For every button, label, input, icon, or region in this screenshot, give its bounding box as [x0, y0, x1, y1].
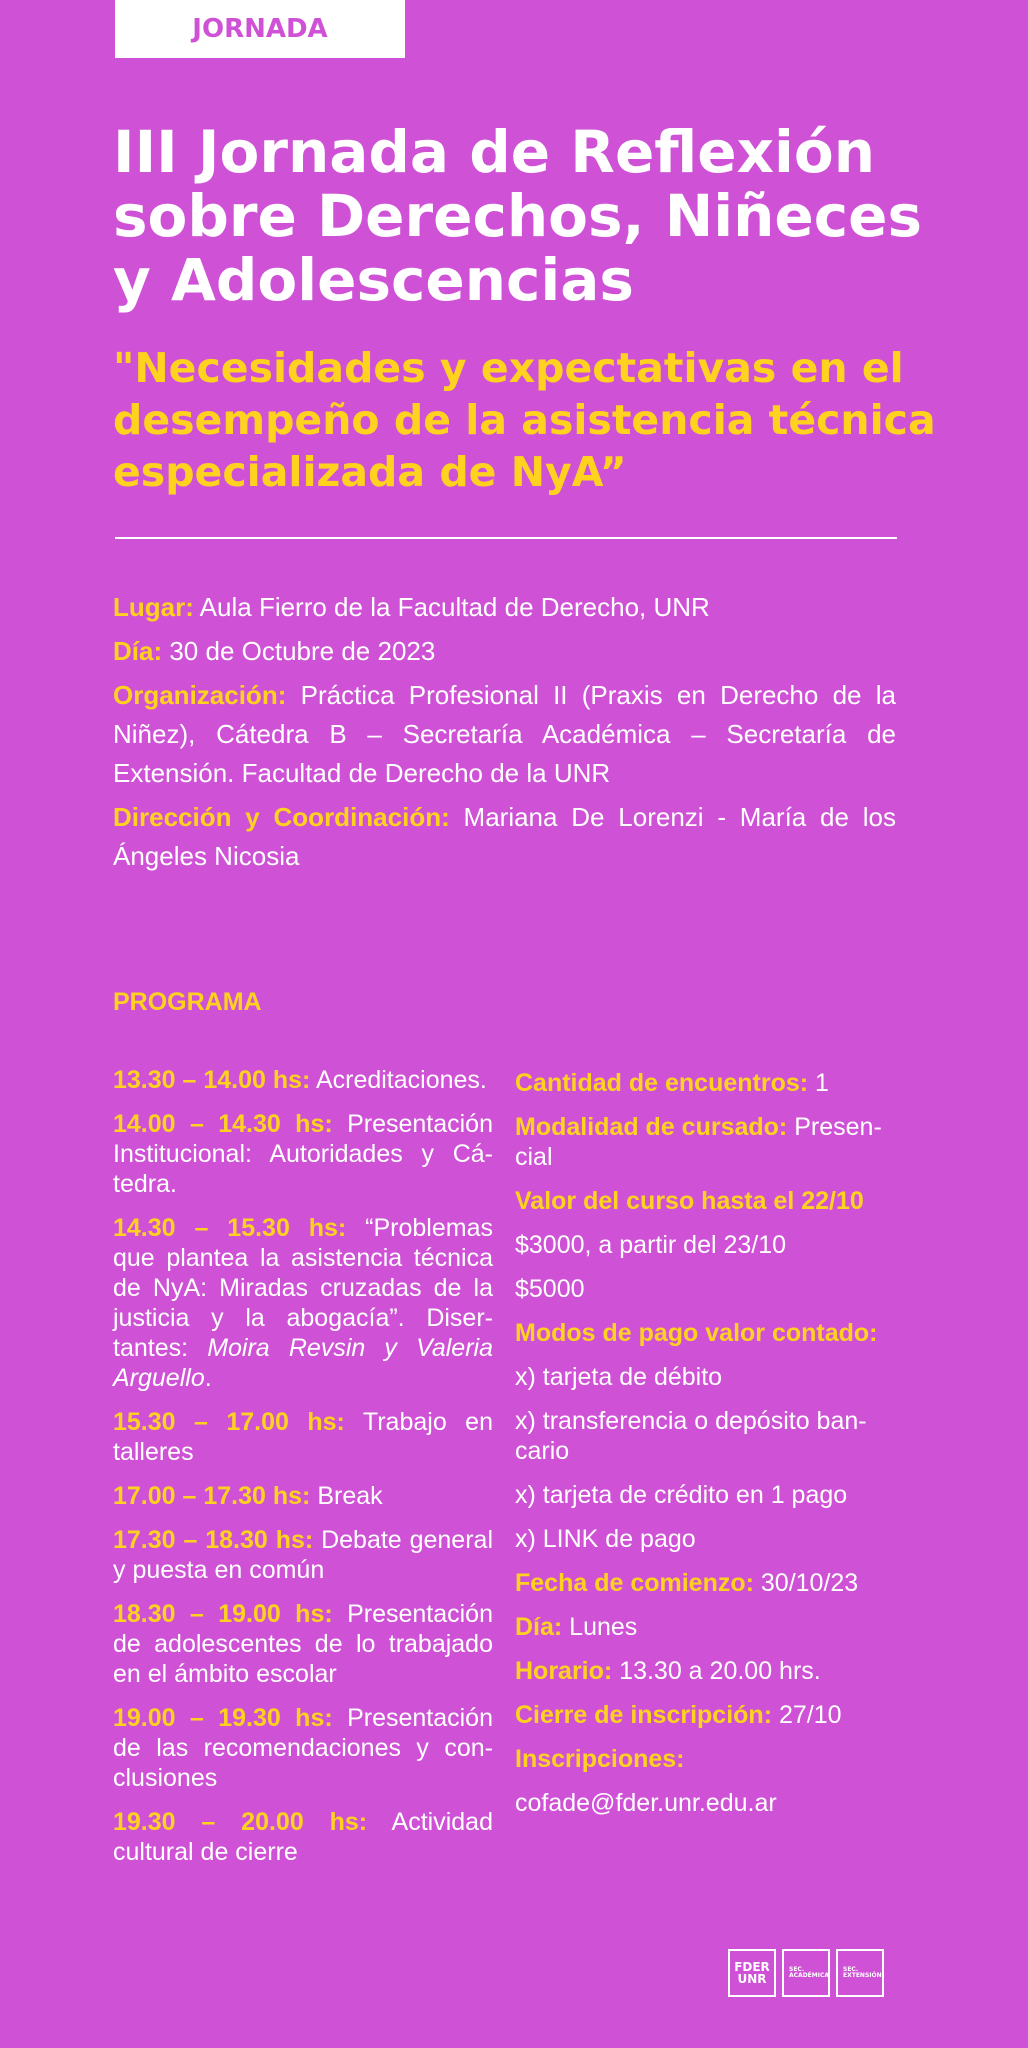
- programa-heading: PROGRAMA: [113, 988, 262, 1016]
- divider: [115, 537, 897, 539]
- program-item: [113, 1407, 493, 1467]
- info-lugar-value: Aula Fierro de la Facultad de Derecho, UNR: [193, 592, 710, 622]
- program-item: [113, 1109, 493, 1199]
- detail-label: Día:: [515, 1613, 563, 1641]
- info-dia-value: 30 de Octubre de 2023: [162, 636, 436, 666]
- page-subtitle: "Necesidades y expectativas en el desempeño de la asistencia técnica especializada de NyA”: [113, 344, 936, 496]
- program-time: 19.00 – 19.30 hs:: [113, 1704, 333, 1732]
- info-lugar-label: Lugar:: [113, 592, 194, 622]
- detail-label: Modalidad de cursado:: [515, 1113, 788, 1141]
- detail-label: Horario:: [515, 1657, 613, 1685]
- info-organizacion: [113, 676, 896, 793]
- program-item: [113, 1599, 493, 1689]
- info-dir-value: Mariana De Lorenzi - María de los Ángeles Nicosia: [113, 802, 896, 871]
- detail-dia: [515, 1612, 900, 1642]
- detail-valor-2: $5000: [515, 1275, 585, 1303]
- detail-pago-1: x) tarjeta de débito: [515, 1363, 723, 1391]
- detail-modalidad: [515, 1112, 900, 1172]
- detail-pago-2: x) transferencia o depósito bancario: [515, 1407, 867, 1465]
- detail-label: Fecha de comienzo:: [515, 1569, 754, 1597]
- course-details: [515, 1068, 900, 1832]
- logo-text: FDER: [734, 1960, 770, 1974]
- program-text: Debate general y puesta en común: [113, 1526, 493, 1584]
- detail-valor-label: [515, 1186, 900, 1216]
- logo-text: UNR: [737, 1972, 767, 1986]
- program-time: 15.30 – 17.00 hs:: [113, 1408, 345, 1436]
- detail-cantidad: [515, 1068, 900, 1098]
- info-dia-label: Día:: [113, 636, 163, 666]
- institution-logos: [728, 1949, 884, 1997]
- detail-value: 13.30 a 20.00 hrs.: [612, 1657, 821, 1685]
- info-direccion: [113, 798, 896, 876]
- detail-label: Valor del curso hasta el 22/10: [515, 1187, 864, 1215]
- program-item: [113, 1703, 493, 1793]
- contact-email[interactable]: cofade@fder.unr.edu.ar: [515, 1789, 777, 1817]
- category-tag: JORNADA: [115, 0, 405, 58]
- program-item: [113, 1065, 493, 1095]
- event-info: [113, 588, 896, 881]
- detail-horario: [515, 1656, 900, 1686]
- detail-label: Inscripciones:: [515, 1745, 685, 1773]
- program-speakers: Moira Revsin y Valeria Arguello: [113, 1334, 493, 1392]
- detail-value: Presencial: [515, 1113, 882, 1171]
- program-text-end: .: [204, 1364, 212, 1392]
- logo-text: ACADÉMICA: [789, 1972, 830, 1979]
- program-item: [113, 1807, 493, 1867]
- detail-pago-3: x) tarjeta de crédito en 1 pago: [515, 1481, 848, 1509]
- program-text: Trabajo en talleres: [113, 1408, 493, 1466]
- info-dir-label: Dirección y Coordinación:: [113, 802, 450, 832]
- program-time: 18.30 – 19.00 hs:: [113, 1600, 333, 1628]
- detail-inscripciones: [515, 1744, 900, 1774]
- info-org-label: Organización:: [113, 680, 287, 710]
- info-lugar: [113, 588, 896, 627]
- sec-academica-logo: [782, 1949, 830, 1997]
- program-time: 14.30 – 15.30 hs:: [113, 1214, 347, 1242]
- program-time: 19.30 – 20.00 hs:: [113, 1808, 368, 1836]
- program-text: Presentación Institucional: Autoridades y Cátedra.: [113, 1110, 493, 1198]
- detail-label: Modos de pago valor contado:: [515, 1319, 878, 1347]
- program-time: 13.30 – 14.00 hs:: [113, 1066, 311, 1094]
- info-dia: [113, 632, 896, 671]
- program-time: 14.00 – 14.30 hs:: [113, 1110, 333, 1138]
- detail-fecha: [515, 1568, 900, 1598]
- logo-text: SEC.: [843, 1966, 859, 1973]
- detail-value: 30/10/23: [753, 1569, 859, 1597]
- program-text: Break: [310, 1482, 383, 1510]
- fder-unr-logo: [728, 1949, 776, 1997]
- detail-valor-1: $3000, a partir del 23/10: [515, 1231, 787, 1259]
- info-org-value: Práctica Profesional II (Praxis en Derecho de la Niñez), Cátedra B – Secretaría Académica – Secretaría de Extensión. Facultad de Derecho de la UNR: [113, 680, 896, 788]
- program-text: Presentación de las recomendaciones y conclusiones: [113, 1704, 493, 1792]
- logo-text: SEC.: [789, 1966, 805, 1973]
- program-text: “Problemas que plantea la asistencia técnica de NyA: Miradas cruzadas de la justicia y la abogacía”. Disertantes:: [113, 1214, 493, 1362]
- program-time: 17.30 – 18.30 hs:: [113, 1526, 314, 1554]
- page-title: III Jornada de Reflexión sobre Derechos, Niñeces y Adolescencias: [113, 118, 922, 314]
- program-item: [113, 1481, 493, 1511]
- program-item: [113, 1213, 493, 1393]
- detail-value: 27/10: [772, 1701, 842, 1729]
- sec-extension-logo: [836, 1949, 884, 1997]
- detail-label: Cantidad de encuentros:: [515, 1069, 809, 1097]
- program-schedule: [113, 1065, 493, 1881]
- detail-cierre: [515, 1700, 900, 1730]
- detail-value: Lunes: [562, 1613, 638, 1641]
- program-text: Presentación de adolescentes de lo trabajado en el ámbito escolar: [113, 1600, 493, 1688]
- detail-pago-label: [515, 1318, 900, 1348]
- detail-label: Cierre de inscripción:: [515, 1701, 773, 1729]
- program-text: Acreditaciones.: [310, 1066, 487, 1094]
- detail-value: 1: [808, 1069, 829, 1097]
- program-text: Actividad cultural de cierre: [113, 1808, 493, 1866]
- detail-pago-4: x) LINK de pago: [515, 1525, 696, 1553]
- program-item: [113, 1525, 493, 1585]
- program-time: 17.00 – 17.30 hs:: [113, 1482, 311, 1510]
- logo-text: EXTENSIÓN: [843, 1972, 882, 1979]
